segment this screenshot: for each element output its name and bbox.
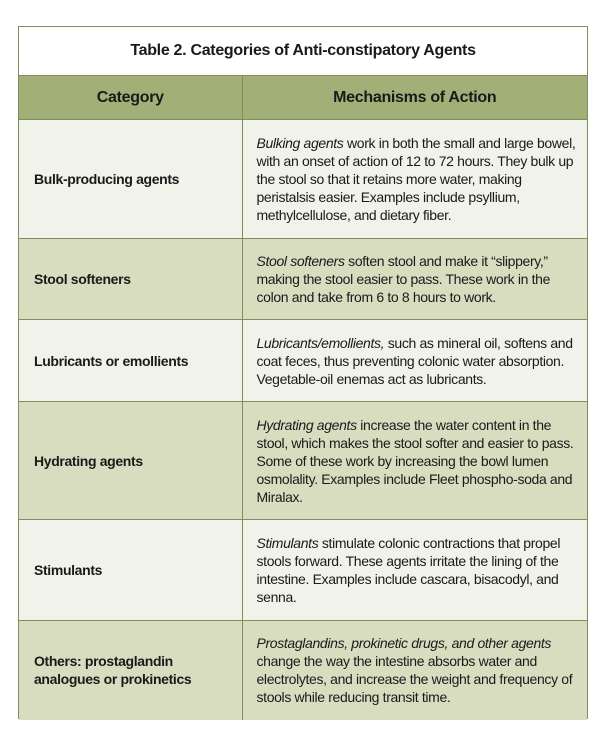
mechanism-cell — [242, 520, 587, 621]
table-row — [19, 520, 587, 621]
mechanism-text: soften stool and make it “slippery,” making the stool easier to pass. These work in the colon and take from 6 to 8 hours to work. — [256, 253, 551, 305]
category-cell: Bulk-producing agents — [19, 120, 242, 239]
table-row — [19, 239, 587, 320]
table-row — [19, 402, 587, 520]
mechanism-cell — [242, 120, 587, 239]
agent-term: Lubricants/emollients, — [256, 334, 385, 351]
agent-term: Prostaglandins, prokinetic drugs, and other agents — [256, 635, 552, 652]
table-row — [19, 120, 587, 239]
mechanism-text: work in both the small and large bowel, with an onset of action of 12 to 72 hours. They bulk up the stool so that it retains more water, making peristalsis easier. Examples include psyllium, methylcellulose, and dietary fiber. — [256, 135, 576, 223]
category-cell: Lubricants or emollients — [19, 320, 242, 402]
category-cell: Hydrating agents — [19, 402, 242, 520]
mechanism-text: such as mineral oil, softens and coat feces, thus preventing colonic water absorption. Vegetable-oil enemas act as lubricants. — [256, 334, 573, 387]
agent-term: Stool softeners — [256, 253, 345, 269]
agents-table — [19, 75, 587, 720]
category-cell: Stool softeners — [19, 239, 242, 320]
table-title: Table 2. Categories of Anti-constipatory Agents — [19, 27, 587, 75]
mechanism-cell — [242, 320, 587, 402]
mechanism-text: increase the water content in the stool, which makes the stool softer and easier to pass. Some of these work by increasing the bowl lumen osmolality. Examples include Fleet phospho-soda and Miralax. — [256, 416, 574, 505]
header-row — [19, 76, 587, 120]
mechanism-cell — [242, 239, 587, 320]
agent-term: Bulking agents — [256, 135, 344, 151]
table-row — [19, 621, 587, 720]
category-cell: Stimulants — [19, 520, 242, 621]
agent-term: Stimulants — [256, 535, 319, 551]
header-mechanisms: Mechanisms of Action — [242, 76, 587, 120]
agent-term: Hydrating agents — [256, 416, 357, 433]
category-cell: Others: prostaglandin analogues or prokinetics — [19, 621, 242, 720]
mechanism-text: change the way the intestine absorbs water and electrolytes, and increase the weight and frequency of stools while reducing transit time. — [256, 653, 573, 706]
mechanism-cell — [242, 402, 587, 520]
table-frame — [18, 26, 588, 719]
table-row — [19, 320, 587, 402]
mechanism-text: stimulate colonic contractions that propel stools forward. These agents irritate the lining of the intestine. Examples include cascara, bisacodyl, and senna. — [256, 535, 561, 605]
mechanism-cell — [242, 621, 587, 720]
header-category: Category — [19, 76, 242, 120]
